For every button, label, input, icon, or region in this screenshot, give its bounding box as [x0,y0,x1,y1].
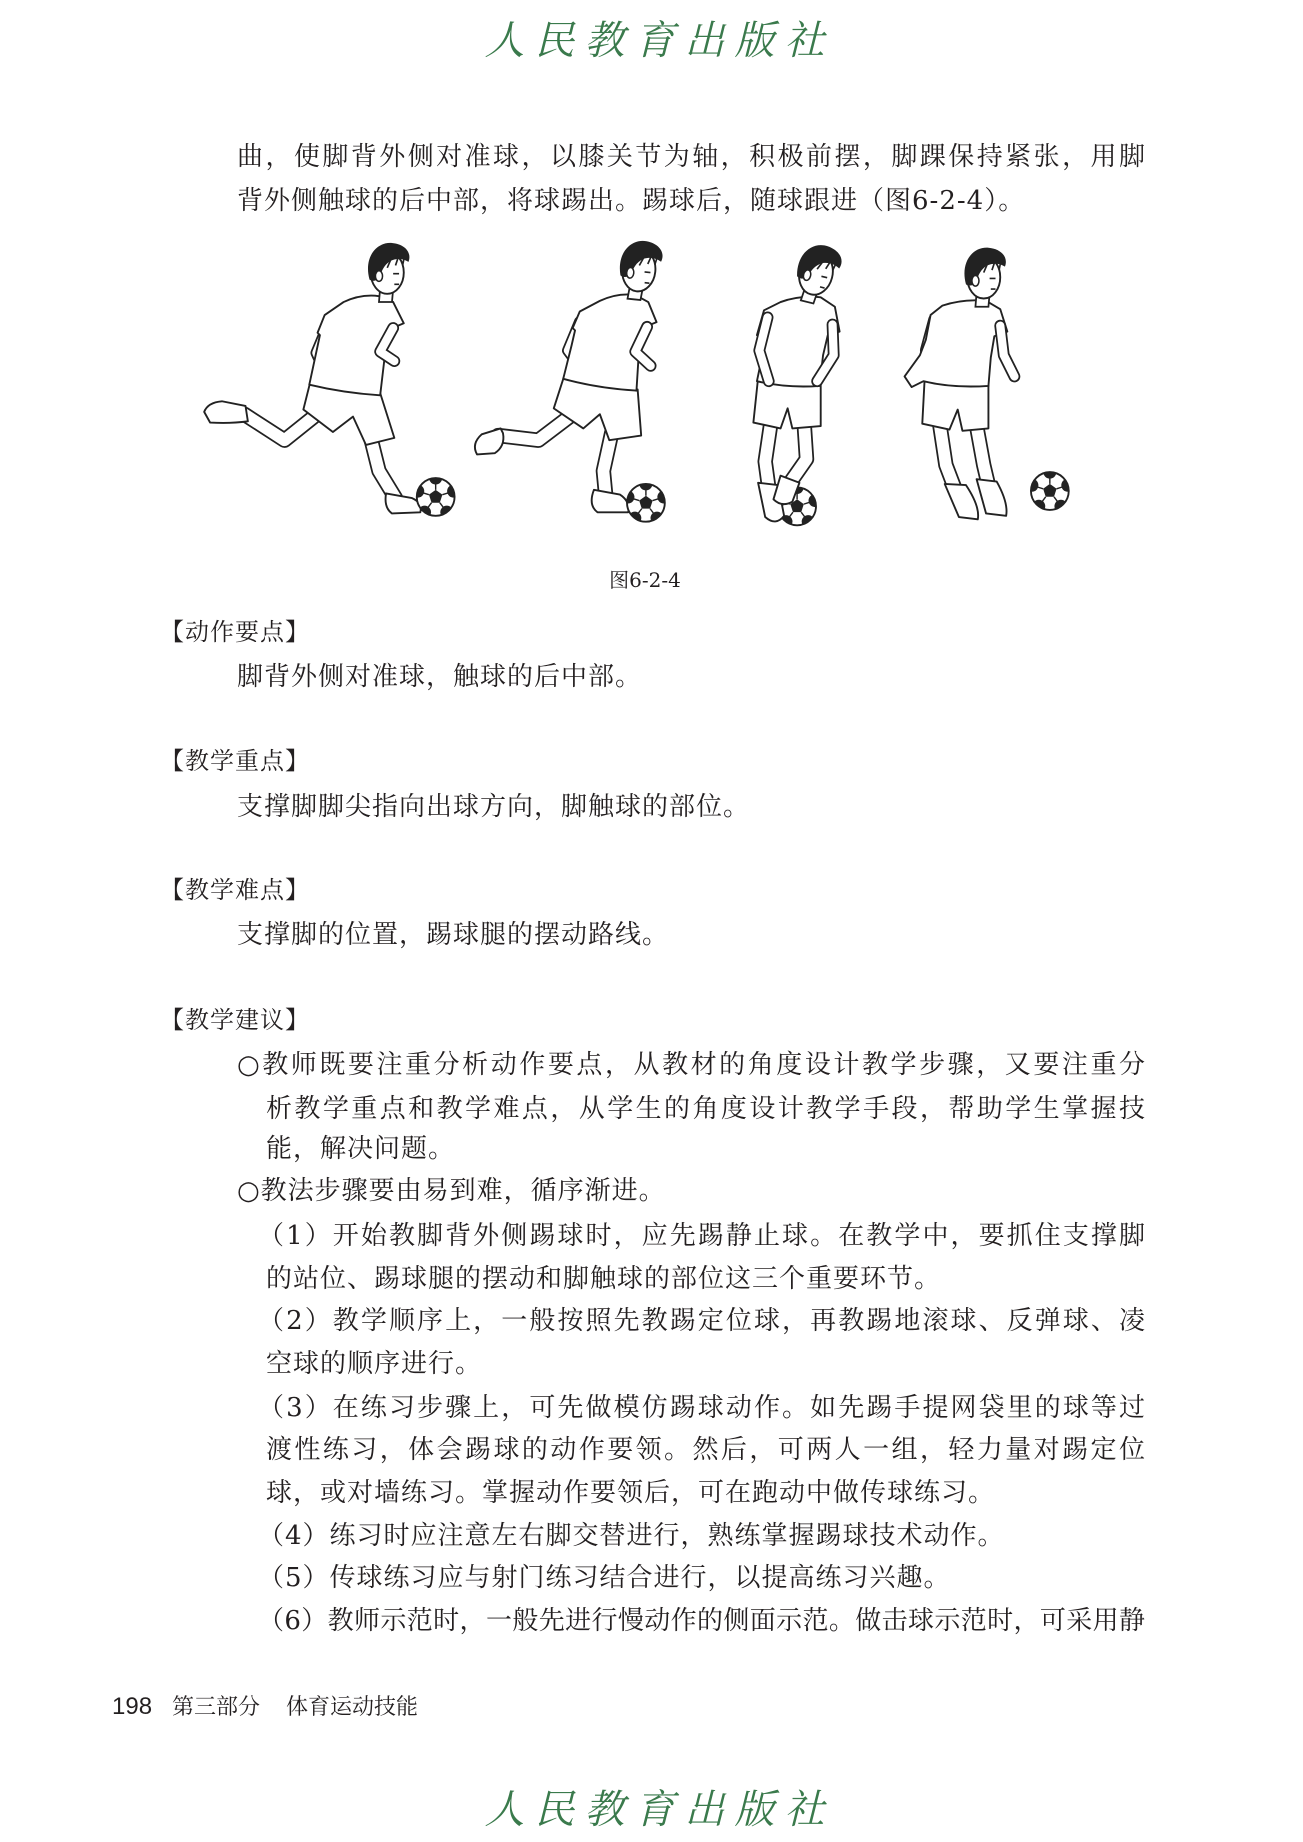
suggestion-line: 渡性练习，体会踢球的动作要领。然后，可两人一组，轻力量对踢定位 [266,1435,1145,1465]
section-line: 脚背外侧对准球，触球的后中部。 [237,662,643,692]
suggestion-line: （1）开始教脚背外侧踢球时，应先踢静止球。在教学中，要抓住支撑脚 [258,1221,1145,1251]
right-leg [977,426,1007,516]
page-number: 198 [112,1693,153,1720]
suggestion-line: 能，解决问题。 [266,1134,456,1164]
support-leg [370,433,421,513]
suggestion-line: （4）练习时应注意左右脚交替进行，熟练掌握踢球技术动作。 [258,1521,1005,1551]
figure-6-2-4-illustration [200,230,1080,530]
back-leg [204,401,320,440]
section-heading: 【动作要点】 [160,618,310,646]
publisher-logo-bottom: 人民教育出版社 [484,1787,835,1833]
suggestion-line: ○教师既要注重分析动作要点，从教材的角度设计教学步骤，又要注重分 [237,1050,1145,1080]
kicker-figure-4 [905,248,1015,520]
section-heading: 【教学重点】 [160,747,310,775]
front-arm [1000,326,1014,377]
kicker-figure-3 [753,240,844,521]
intro-line: 背外侧触球的后中部，将球踢出。踢球后，随球跟进（图6-2-4）。 [237,186,1026,216]
left-leg [758,421,784,521]
suggestion-line: （2）教学顺序上，一般按照先教踢定位球，再教踢地滚球、反弹球、凌 [258,1306,1145,1336]
suggestion-line: （6）教师示范时，一般先进行慢动作的侧面示范。做击球示范时，可采用静 [258,1606,1145,1636]
suggestion-line: 的站位、踢球腿的摆动和脚触球的部位这三个重要环节。 [266,1264,942,1294]
intro-line: 曲，使脚背外侧对准球，以膝关节为轴，积极前摆，脚踝保持紧张，用脚 [237,142,1145,172]
section-line: 支撑脚的位置，踢球腿的摆动路线。 [237,920,670,950]
suggestion-line: 球，或对墙练习。掌握动作要领后，可在跑动中做传球练习。 [266,1478,996,1508]
section-line: 支撑脚脚尖指向出球方向，脚触球的部位。 [237,792,751,822]
kicker-figure-2 [475,239,664,513]
kicker-figure-1 [204,243,421,514]
head [368,243,409,302]
footer-part-title: 体育运动技能 [286,1694,419,1719]
back-leg [475,414,573,454]
suggestion-line: ○教法步骤要由易到难，循序渐进。 [237,1176,666,1206]
suggestion-line: 空球的顺序进行。 [266,1349,483,1379]
suggestion-line: 析教学重点和教学难点，从学生的角度设计教学手段，帮助学生掌握技 [266,1094,1145,1124]
suggestion-line: （5）传球练习应与射门练习结合进行，以提高练习兴趣。 [258,1563,951,1593]
soccer-ball-2 [621,477,670,524]
head [617,239,664,302]
section-heading: 【教学难点】 [160,876,310,904]
support-leg [592,433,629,512]
section-heading: 【教学建议】 [160,1006,310,1034]
suggestion-line: （3）在练习步骤上，可先做模仿踢球动作。如先踢手提网袋里的球等过 [258,1393,1145,1423]
soccer-ball-4 [1025,466,1074,513]
footer-part: 第三部分 [172,1694,261,1719]
shirt [905,300,1008,387]
figure-caption: 图6-2-4 [609,568,681,592]
head [964,248,1005,307]
publisher-logo-top: 人民教育出版社 [484,18,835,64]
